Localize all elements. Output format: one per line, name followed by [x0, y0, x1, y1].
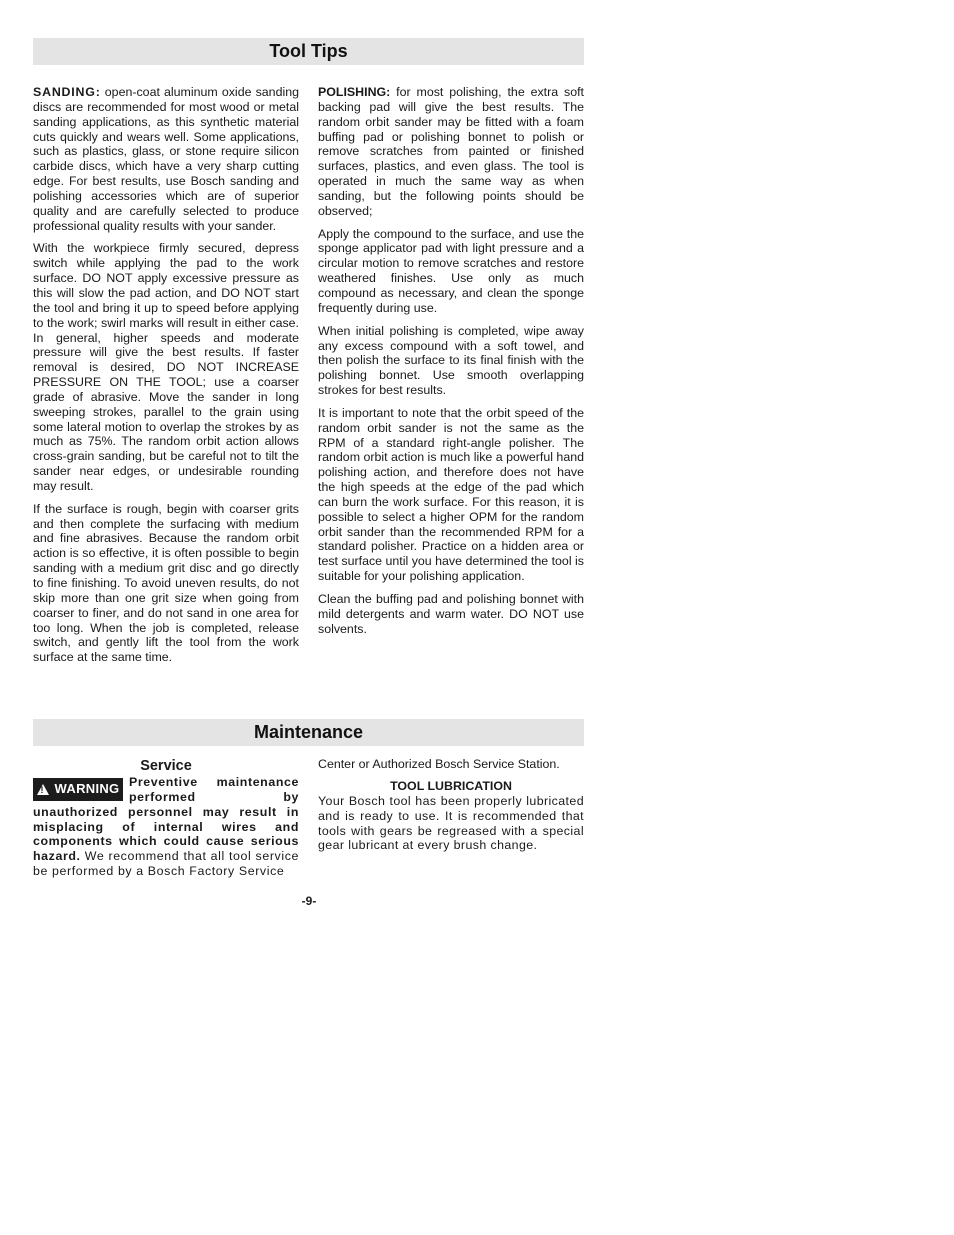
lubrication-text: Your Bosch tool has been properly lubricated and is ready to use. It is recommended that tools with gears be regreased with a special gear lubricant at every brush change. — [318, 793, 584, 853]
sanding-paragraph-3: If the surface is rough, begin with coarser grits and then complete the surfacing with medium and fine abrasives. Because the random orbit action is so effective, it is often possible to begin sanding with a medium grit disc and go directly to fine finishing. To avoid uneven results, do not skip more than one grit size when going from coarser to finer, and do not sand in one area for too long. When the job is completed, release switch, and gently lift the tool from the work surface at the same time. — [33, 501, 299, 665]
tool-tips-heading: Tool Tips — [33, 38, 584, 65]
warning-triangle-icon: ! — [37, 784, 49, 795]
polishing-paragraph-2: Apply the compound to the surface, and use the sponge applicator pad with light pressure and a circular motion to remove scratches and restore weathered finishes. Use only as much compound as necessary, and clean the sponge frequently during use. — [318, 226, 584, 315]
sanding-paragraph — [33, 85, 299, 233]
polishing-text: for most polishing, the extra soft backing pad will give the best results. The random orbit sander may be fitted with a foam buffing pad or polishing bonnet to polish or remove scratches from painted or finished surfaces, plastics, and even glass. The tool is operated in much the same way as when sanding, but the following points should be observed; — [318, 85, 584, 218]
service-continued: Center or Authorized Bosch Service Station. — [318, 757, 560, 771]
sanding-label: SANDING: — [33, 85, 101, 99]
maintenance-heading: Maintenance — [33, 719, 584, 746]
page-number: -9- — [301, 894, 317, 908]
polishing-label: POLISHING: — [318, 85, 391, 99]
warning-paragraph — [33, 775, 299, 879]
warning-bold-text: Preventive maintenance performed by unauthorized personnel may result in misplacing of internal wires and components which could cause serious hazard. — [33, 775, 299, 864]
sanding-paragraph-2: With the workpiece firmly secured, depress switch while applying the pad to the work surface. DO NOT apply excessive pressure as this will slow the pad action, and DO NOT start the tool and bring it up to speed before applying to the work; swirl marks will result in either case. In general, higher speeds and moderate pressure will give the best results. If faster removal is desired, DO NOT INCREASE PRESSURE ON THE TOOL; use a coarser grade of abrasive. Move the sander in long sweeping strokes, parallel to the grain using some lateral motion to overlap the strokes by as much as 75%. The random orbit action allows cross-grain sanding, but be careful not to tilt the sander near edges, or undesirable rounding may result. — [33, 241, 299, 493]
polishing-paragraph-3: When initial polishing is completed, wipe away any excess compound with a soft towel, and then polish the surface to its final finish with the polishing bonnet. Use smooth overlapping strokes for best results. — [318, 323, 584, 398]
warning-label: WARNING — [54, 781, 120, 797]
sanding-text: open-coat aluminum oxide sanding discs are recommended for most wood or metal sanding applications, as this synthetic material cuts quickly and wears well. Some applications, such as plastics, glass, or stone require silicon carbide discs, which have a very sharp cutting edge. For best results, use Bosch sanding and polishing accessories which are of superior quality and are carefully selected to produce professional quality results with your sander. — [33, 85, 299, 233]
service-heading: Service — [140, 758, 192, 774]
polishing-paragraph-5: Clean the buffing pad and polishing bonnet with mild detergents and warm water. DO NOT use solvents. — [318, 592, 584, 636]
polishing-paragraph — [318, 85, 584, 219]
polishing-paragraph-4: It is important to note that the orbit speed of the random orbit sander is not the same as the RPM of a standard right-angle polisher. The random orbit action is much like a powerful hand polishing action, and therefore does not have the high speeds at the edge of the pad which can burn the work surface. For this reason, it is possible to select a higher OPM for the random orbit sander than the recommended RPM for a standard polisher. Practice on a hidden area or test surface until you have determined the tool is suitable for your polishing application. — [318, 405, 584, 584]
maintenance-left-column — [33, 757, 299, 879]
lubrication-heading: TOOL LUBRICATION — [390, 778, 512, 793]
warning-rest-text: We recommend that all tool service be performed by a Bosch Factory Service — [33, 849, 299, 879]
tool-tips-left-column — [33, 85, 299, 673]
warning-badge — [33, 778, 123, 801]
maintenance-right-column — [318, 757, 584, 853]
tool-tips-right-column — [318, 85, 584, 645]
